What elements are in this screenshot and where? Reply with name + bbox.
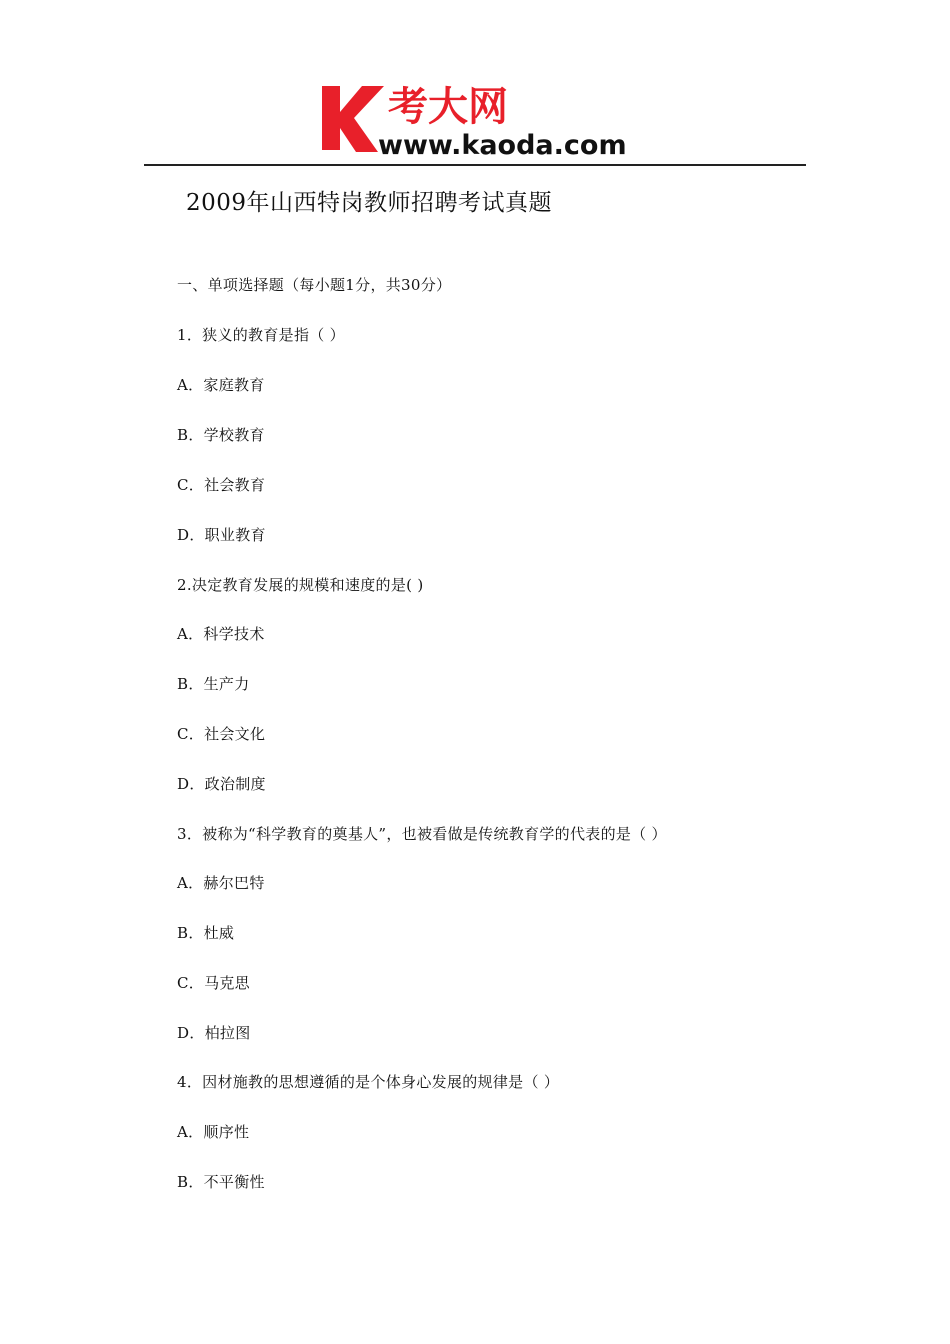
- question-2-option-d: D．政治制度: [177, 775, 266, 793]
- k-logo-mark-icon: [322, 86, 384, 152]
- logo-brand-text: 考大网: [388, 84, 508, 130]
- question-1-option-c: C．社会教育: [177, 476, 266, 494]
- question-3: 3．被称为“科学教育的奠基人”，也被看做是传统教育学的代表的是（ ）: [177, 825, 667, 843]
- question-4: 4．因材施教的思想遵循的是个体身心发展的规律是（ ）: [177, 1073, 560, 1091]
- question-2-option-a: A．科学技术: [177, 625, 265, 643]
- question-3-option-b: B．杜威: [177, 924, 235, 942]
- question-1: 1．狭义的教育是指（ ）: [177, 326, 345, 344]
- question-2: 2.决定教育发展的规模和速度的是( ): [177, 576, 424, 594]
- question-3-option-c: C．马克思: [177, 974, 250, 992]
- kaoda-logo: [318, 78, 648, 160]
- section-heading: 一、单项选择题（每小题1分，共30分）: [177, 276, 452, 294]
- question-3-option-a: A．赫尔巴特: [177, 874, 265, 892]
- question-2-option-c: C．社会文化: [177, 725, 266, 743]
- question-1-option-d: D．职业教育: [177, 526, 266, 544]
- question-1-option-a: A．家庭教育: [177, 376, 265, 394]
- question-2-option-b: B．生产力: [177, 675, 250, 693]
- logo-url-text: www.kaoda.com: [378, 130, 627, 160]
- question-1-option-b: B．学校教育: [177, 426, 265, 444]
- question-4-option-b: B．不平衡性: [177, 1173, 265, 1191]
- header-divider: [144, 164, 806, 166]
- document-title: 2009年山西特岗教师招聘考试真题: [186, 190, 553, 216]
- question-4-option-a: A．顺序性: [177, 1123, 250, 1141]
- question-3-option-d: D．柏拉图: [177, 1024, 251, 1042]
